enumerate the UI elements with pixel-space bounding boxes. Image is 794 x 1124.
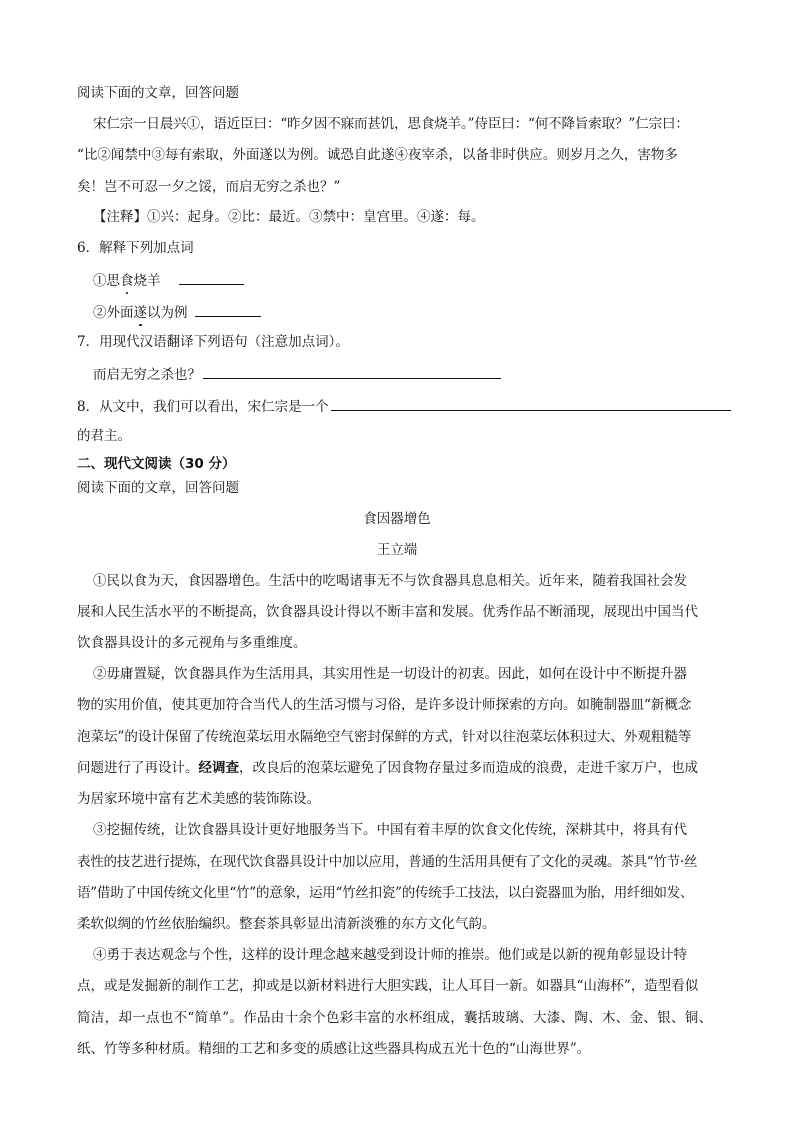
section-heading: 二、现代文阅读（30 分） [77, 456, 236, 472]
q6-item2-pre: ②外面 [93, 305, 134, 321]
para-2-line-3: 泡菜坛”的设计保留了传统泡菜坛用水隔绝空气密封保鲜的方式，针对以往泡菜坛体积过大、外观粗糙等 [77, 729, 692, 745]
q6-answer-blank-1[interactable] [179, 270, 244, 285]
passage-line-3: 矣！岂不可忍一夕之馁，而启无穷之杀也？” [77, 179, 341, 195]
q8-answer-blank[interactable] [331, 396, 731, 411]
annotation-note: 【注释】①兴：起身。②比：最近。③禁中：皇宫里。④遂：每。 [93, 209, 485, 225]
para-4-line-1: ④勇于表达观念与个性，这样的设计理念越来越受到设计师的推崇。他们或是以新的视角彰显设计特 [93, 947, 687, 963]
question-8-end: 的君主。 [77, 428, 131, 444]
para-4-line-3: 简洁，却一点也不“简单”。作品由十余个色彩丰富的水杯组成，囊括玻璃、大漆、陶、木、金、银、铜、 [77, 1010, 713, 1026]
para-2-line-2: 物的实用价值，使其更加符合当代人的生活习惯与习俗，是许多设计师探索的方向。如腌制器皿“新概念 [77, 697, 692, 713]
p2-l4-a: 问题进行了再设计。 [77, 760, 199, 776]
para-2-line-5: 为居家环境中富有艺术美感的装饰陈设。 [77, 791, 320, 807]
p2-l4-bold: 经调查 [198, 760, 239, 776]
question-6-title: 6．解释下列加点词 [77, 240, 194, 256]
para-3-line-1: ③挖掘传统，让饮食器具设计更好地服务当下。中国有着丰厚的饮食文化传统，深耕其中，将具有代 [93, 822, 687, 838]
para-1-line-3: 饮食器具设计的多元视角与多重维度。 [77, 635, 307, 651]
para-2-line-1: ②毋庸置疑，饮食器具作为生活用具，其实用性是一切设计的初衷。因此，如何在设计中不断提升器 [93, 666, 687, 682]
q7-sentence-text: 而启无穷之杀也？ [93, 367, 201, 383]
passage-line-2: “比②闻禁中③每有索取，外面遂以为例。诚恐自此遂④夜宰杀，以备非时供应。则岁月之久，害物多 [77, 147, 678, 163]
q8-title: 8．从文中，我们可以看出，宋仁宗是一个 [77, 399, 329, 415]
para-3-line-3: 语”借助了中国传统文化里“竹”的意象，运用“竹丝扣瓷”的传统手工技法，以白瓷器皿为胎，用纤细如发、 [77, 885, 694, 901]
para-4-line-4: 纸、竹等多种材质。精细的工艺和多变的质感让这些器具构成五光十色的“山海世界”。 [77, 1041, 591, 1057]
q6-item1-dotted-word: 食 [120, 273, 134, 289]
q6-item1-post: 烧羊 [133, 273, 161, 289]
para-3-line-4: 柔软似绸的竹丝依胎编织。整套茶具彰显出清新淡雅的东方文化气韵。 [77, 916, 496, 932]
article-author: 王立端 [376, 542, 418, 558]
para-1-line-1: ①民以食为天，食因器增色。生活中的吃喝诸事无不与饮食器具息息相关。近年来，随着我国社会发 [93, 573, 687, 589]
question-6-item-2 [93, 302, 261, 322]
q6-item2-post: 以为例 [147, 305, 188, 321]
q6-answer-blank-2[interactable] [195, 302, 261, 317]
para-1-line-2: 展和人民生活水平的不断提高，饮食器具设计得以不断丰富和发展。优秀作品不断涌现，展现出中国当代 [77, 604, 698, 620]
para-4-line-2: 点，或是发掘新的制作工艺，抑或是以新材料进行大胆实践，让人耳目一新。如器具“山海杯”，造型看似 [77, 978, 699, 994]
q6-item1-pre: ①思 [93, 273, 120, 289]
classical-intro: 阅读下面的文章，回答问题 [77, 85, 239, 101]
passage-line-1: 宋仁宗一日晨兴①，语近臣曰：“昨夕因不寐而甚饥，思食烧羊。”侍臣曰：“何不降旨索取？”仁宗曰： [93, 116, 689, 132]
para-3-line-2: 表性的技艺进行提炼，在现代饮食器具设计中加以应用，普通的生活用具便有了文化的灵魂。茶具“竹节·丝 [77, 854, 698, 870]
q7-answer-blank[interactable] [203, 364, 501, 379]
modern-intro: 阅读下面的文章，回答问题 [77, 480, 239, 496]
question-7-title: 7．用现代汉语翻译下列语句（注意加点词）。 [77, 334, 349, 350]
para-2-line-4 [77, 759, 698, 777]
article-title: 食因器增色 [363, 511, 431, 527]
question-7-sentence [93, 364, 501, 384]
q6-item2-dotted-word: 遂 [133, 305, 147, 321]
p2-l4-c: ，改良后的泡菜坛避免了因食物存量过多而造成的浪费，走进千家万户，也成 [239, 760, 698, 776]
question-6-item-1 [93, 270, 244, 290]
question-8 [77, 396, 731, 416]
